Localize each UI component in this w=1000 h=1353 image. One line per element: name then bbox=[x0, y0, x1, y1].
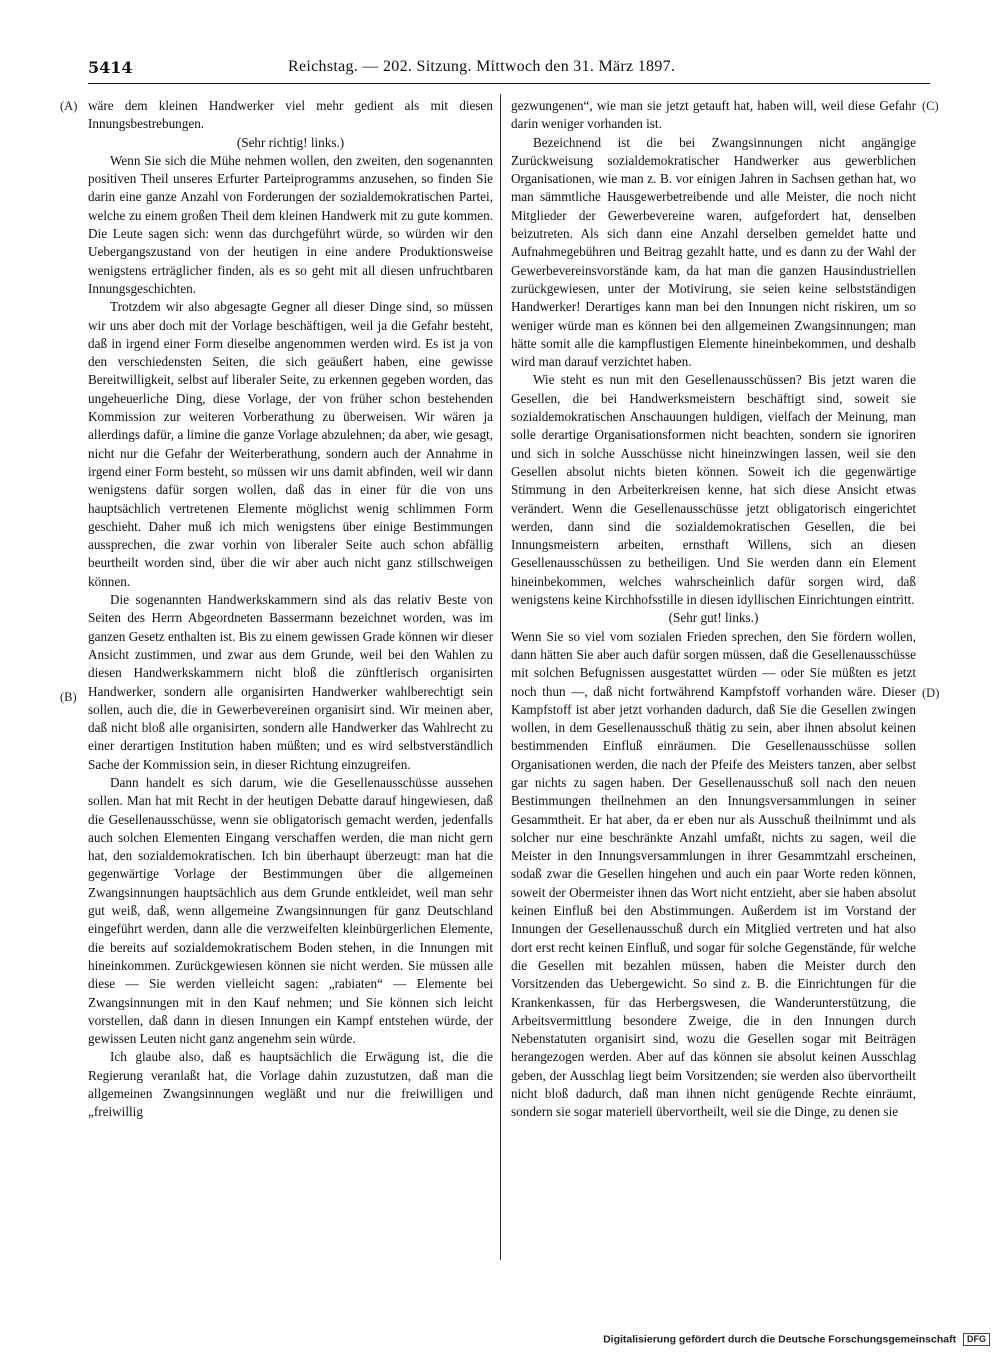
footer-credit bbox=[600, 1333, 990, 1349]
running-head-title: Reichstag. — 202. Sitzung. Mittwoch den 31. März 1897. bbox=[288, 58, 676, 75]
footer-text: Digitalisierung gefördert durch die Deutsche Forschungsgemeinschaft bbox=[603, 1333, 957, 1346]
paragraph: Dann handelt es sich darum, wie die Gesellenausschüsse aussehen sollen. Man hat mit Recht in der heutigen Debatte darauf hingewiesen, daß die Gesellenausschüsse, wenn sie obligatorisch gemacht werden, jedenfalls auch solchen Elementen Eingang verschaffen werden, die man nicht gern hat, den sozialdemokratischen. Ich bin überhaupt überzeugt: man hat die gegenwärtige Vorlage der Bestimmungen über die allgemeinen Zwangsinnungen hauptsächlich aus dem Grunde entkleidet, weil man sehr gut weiß, daß, wenn allgemeine Zwangsinnungen für ganz Deutschland eingeführt werden, dann alle die verzweifelten kleinbürgerlichen Elemente, die bereits auf sozialdemokratischem Boden stehen, in die Innungen mit hineinkommen. Zurückgewiesen können sie nicht werden. Sie müssen alle diese — Sie werden vielleicht sagen: „rabiaten“ — Elemente bei Zwangsinnungen mit in den Kauf nehmen; und Sie können sich leicht vorstellen, daß dann in diesen Innungen ein Kampf entstehen würde, der gewissen Leuten nicht ganz angenehm sein würde. bbox=[88, 774, 493, 1047]
paragraph: Bezeichnend ist die bei Zwangsinnungen nicht angängige Zurückweisung sozialdemokratischer Handwerker aus gewerblichen Organisationen, wie man z. B. vor einigen Jahren in Sachsen gethan hat, wo man sämmtliche Hausgewerbetreibende und alle Meister, die noch nicht Mitglieder der Gewerbevereine waren, aufgefordert hat, denselben beizutreten. Als sich dann eine Anzahl derselben gemeldet hatte und Aufnahmegebühren und Beitrag gezahlt hatte, und es dann zu der Wahl der Gewerbevereinsvorstände kam, da hat man die ganzen Hausindustriellen zurückgewiesen, unter der Motivirung, sie seien keine selbstständigen Handwerker! Derartiges kann man bei den Innungen nicht riskiren, um so weniger würde man es können bei den allgemeinen Zwangsinnungen; man hätte somit alle die kampflustigen Elemente hineinbekommen, und deshalb wird man darauf verzichtet haben. bbox=[511, 134, 916, 370]
paragraph: wäre dem kleinen Handwerker viel mehr gedient als mit diesen Innungsbestrebungen. bbox=[88, 98, 493, 132]
paragraph: gezwungenen“, wie man sie jetzt getauft hat, haben will, weil diese Gefahr darin weniger vorhanden ist. bbox=[511, 98, 916, 132]
interjection: (Sehr richtig! links.) bbox=[236, 134, 345, 150]
paragraph: Wenn Sie so viel vom sozialen Frieden sprechen, den Sie fördern wollen, dann hätten Sie aber auch dafür sorgen müssen, daß die Gesellenausschüsse mit solchen Befugnissen ausgestattet würden — oder Sie müßten es jetzt noch thun —, daß nicht fortwährend Kampfstoff vorhanden wäre. Dieser Kampfstoff ist aber jetzt vorhanden dadurch, daß Sie die Gesellen zwingen wollen, in dem Gesellenausschuß thätig zu sein, aber ihnen absolut keinen bestimmenden Einfluß einräumen. Die Gesellenausschüsse sollen Organisationen werden, die nach der Pfeife des Meisters tanzen, aber selbst gar nichts zu sagen haben. Der Gesellenausschuß soll nach den neuen Bestimmungen theilnehmen an den Innungsversammlungen in seiner Gesammtheit. Er hat aber, da er eben nur als Ausschuß theilnimmt und als solcher nur eine beschränkte Anzahl umfaßt, nichts zu sagen, weil die Meister in den Innungsversammlungen in ihrer Gesammtzahl erscheinen, sodaß zwar die Gesellen hingehen und auch ein paar Worte reden können, soweit der Obermeister ihnen das Wort nicht entzieht, aber sie haben absolut keinen Einfluß bei den Abstimmungen. Außerdem ist im Vorstand der Innungen der Gesellenausschuß durch ein Mitglied vertreten und hat also dort erst recht keinen Einfluß, und sogar für solche Gegenstände, für welche die Gesellen mit bezahlen müssen, haben die Meister durch den Vorsitzenden das Uebergewicht. So sind z. B. die Einrichtungen für die Krankenkassen, für das Herbergswesen, die Wanderunterstützung, die Arbeitsvermittlung besondere Zweige, die in den Innungen durch Nebenstatuten organisirt sind, wozu die Gesellen sogar mit Beiträgen herangezogen werden. Aber auf das können sie absolut keinen Ausschlag geben, der Ausschlag liegt beim Vorsitzenden; sie werden also übervortheilt nicht bloß dadurch, daß man ihnen nicht genügende Rechte einräumt, sondern sie sogar materiell übervortheilt, weil sie die Dinge, zu denen sie bbox=[511, 628, 916, 1120]
running-header bbox=[88, 58, 930, 84]
page-number: 5414 bbox=[88, 58, 133, 77]
right-text-column bbox=[511, 97, 916, 1259]
paragraph: Ich glaube also, daß es hauptsächlich die Erwägung ist, die die Regierung veranlaßt hat, die Vorlage dahin zuzustutzen, daß man die allgemeinen Zwangsinnungen wegläßt und nur die freiwilligen und „freiwillig bbox=[88, 1049, 493, 1120]
interjection: (Sehr gut! links.) bbox=[668, 610, 759, 626]
margin-mark-a: (A) bbox=[60, 99, 78, 113]
margin-mark-b: (B) bbox=[60, 690, 77, 704]
left-text-column bbox=[88, 97, 493, 1259]
margin-mark-d: (D) bbox=[922, 686, 940, 700]
paragraph: Die sogenannten Handwerkskammern sind als das relativ Beste von Seiten des Herrn Abgeordneten Bassermann bezeichnet worden, was im ganzen Gesetz enthalten ist. Bis zu einem gewissen Grade können wir dieser Ansicht zustimmen, und zwar aus dem Grunde, weil bei den Wahlen zu diesen Handwerkskammern nicht bloß die zünftlerisch organisirten Handwerker, sondern alle organisirten Handwerker wahlberechtigt sein sollen, auch die, die in Gewerbevereinen organisirt sind. Wir meinen aber, daß nicht bloß alle organisirten, sondern alle Handwerker das Wahlrecht zu einer derartigen Institution haben müßten; und es wird selbstverständlich Sache der Kommission sein, in dieser Richtung einzugreifen. bbox=[88, 592, 493, 772]
dfg-logo: DFG bbox=[963, 1333, 990, 1346]
margin-mark-c: (C) bbox=[922, 99, 939, 113]
paragraph: Wie steht es nun mit den Gesellenausschüssen? Bis jetzt waren die Gesellen, die bei Handwerksmeistern beschäftigt sind, soweit sie sozialdemokratischen Anschauungen huldigen, vielfach der Meinung, man solle derartige Organisationsformen nicht beachten, sondern sie ignoriren und sich in solche Ausschüsse nicht hineinzwingen lassen, weil sie den Gesellen absolut nichts bieten können. Soweit ich die gegenwärtige Stimmung in den Arbeiterkreisen kenne, hat sich diese Ansicht etwas verändert. Wenn die Gesellenausschüsse jetzt obligatorisch eingerichtet werden, dann sind die sozialdemokratischen Gesellen, die bei Innungsmeistern arbeiten, ernsthaft Willens, sich an diesen Gesellenausschüssen zu betheiligen. Und Sie werden dann ein Element hineinbekommen, welches wahrscheinlich dafür sorgen wird, daß wenigstens keine Kirchhofsstille in diesen idyllischen Einrichtungen eintritt. bbox=[511, 372, 916, 608]
paragraph: Wenn Sie sich die Mühe nehmen wollen, den zweiten, den sogenannten positiven Theil unseres Erfurter Parteiprogramms anzusehen, so finden Sie darin eine ganze Anzahl von Forderungen der sozialdemokratischen Partei, welche zu einem großen Theil dem kleinen Handwerk mit zu gute kommen. Die Leute sagen sich: wenn das durchgeführt würde, so würden wir den Uebergangszustand von der heutigen in eine andere Produktionsweise wenigstens erträglicher finden, als es so geht mit all diesen unfruchtbaren Innungsgeschichten. bbox=[88, 152, 493, 296]
paragraph: Trotzdem wir also abgesagte Gegner all dieser Dinge sind, so müssen wir uns aber doch mit der Vorlage beschäftigen, weil ja die Gefahr besteht, daß in irgend einer Form dieselbe angenommen werden wird. Es ist ja von den verschiedensten Seiten, die sich geäußert haben, eine gewisse Bereitwilligkeit, selbst auf liberaler Seite, zu erkennen gegeben worden, das ungeheuerliche Ding, diese Vorlage, der von früher schon bestehenden Kommission zur weiteren Vorberathung zu überweisen. Wir wären ja allerdings dafür, a limine die ganze Vorlage abzulehnen; da aber, wie gesagt, nicht nur die Gefahr der Weiterberathung, sondern auch der Annahme in irgend einer Form besteht, so müssen wir uns damit abfinden, weil wir dann wenigstens dafür sorgen wollen, daß das in einer für die von uns hauptsächlich vertretenen Elemente möglichst wenig schlimmen Form geschieht. Daher muß ich mich wenigstens über einige Bestimmungen aussprechen, die zwar vorhin von liberaler Seite auch schon abfällig beurtheilt worden sind, über die wir aber auch nicht ganz stillschweigen können. bbox=[88, 299, 493, 589]
column-divider bbox=[500, 94, 501, 1260]
